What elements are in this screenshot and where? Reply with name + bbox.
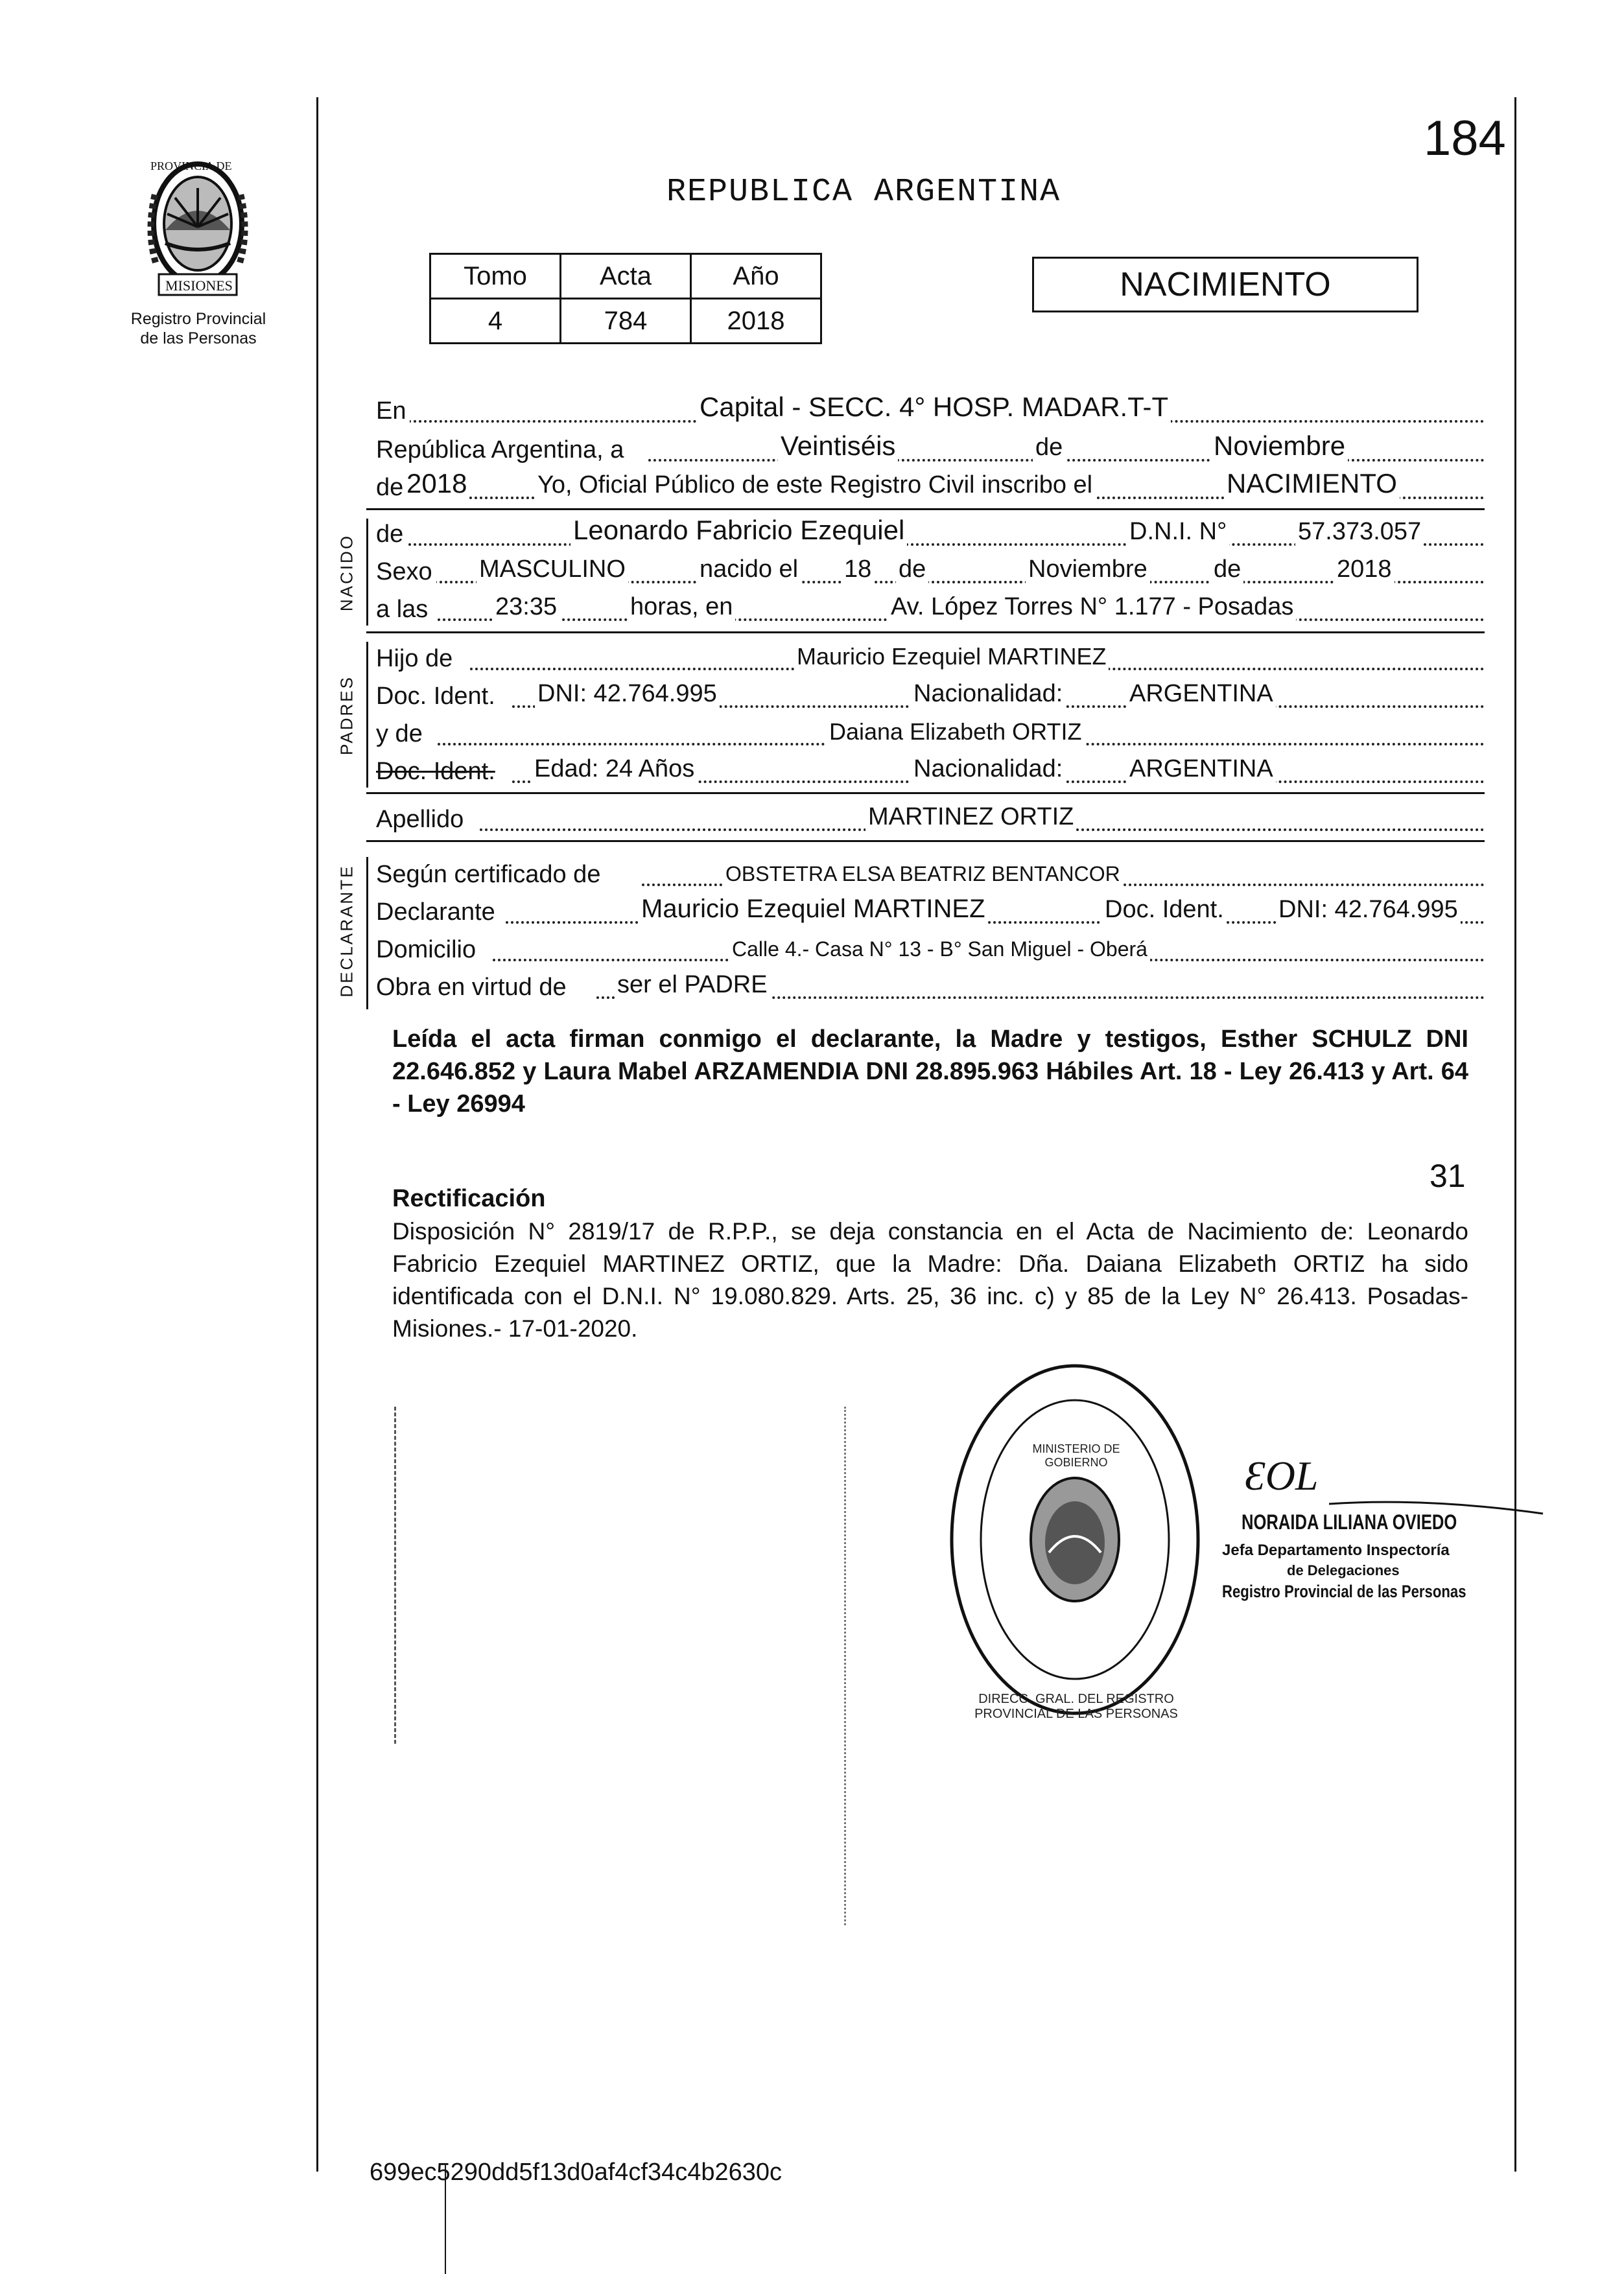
label-doc2: Doc. Ident.: [1102, 896, 1227, 924]
row-en: [376, 392, 1485, 428]
value-year: 2018: [404, 468, 469, 499]
official-stamp: [945, 1358, 1205, 1721]
table-header-acta: Acta: [561, 254, 691, 299]
row-inscribo: [376, 468, 1485, 504]
value-birth-year: 2018: [1334, 556, 1395, 583]
signature-line-2: Jefa Departamento Inspectoría: [1222, 1541, 1450, 1559]
row-republica: [376, 430, 1485, 467]
row-nacido-nombre: [376, 515, 1485, 551]
section-line-declarante-top: [366, 840, 1485, 842]
row-mother-doc: [376, 756, 1485, 788]
label-y-de: y de: [376, 720, 427, 748]
row-apellido: [376, 804, 1485, 836]
value-segun: OBSTETRA ELSA BEATRIZ BENTANCOR: [723, 862, 1123, 886]
padres-bracket: [366, 642, 368, 788]
value-mother-nat: ARGENTINA: [1127, 755, 1276, 783]
stamp-inner-text: MINISTERIO DE GOBIERNO: [1032, 1442, 1120, 1469]
label-nacido-el: nacido el: [697, 556, 801, 583]
label-apellido: Apellido: [376, 806, 467, 834]
label-de: de: [1033, 434, 1065, 462]
label-declarante: Declarante: [376, 898, 499, 926]
value-declarante-doc: DNI: 42.764.995: [1276, 896, 1461, 924]
table-header-ano: Año: [691, 254, 821, 299]
value-birth-month: Noviembre: [1026, 556, 1150, 583]
label-de4: de: [896, 556, 928, 583]
value-dni: 57.373.057: [1295, 518, 1424, 546]
signature-line-3: de Delegaciones: [1287, 1562, 1400, 1578]
signature-line-4: Registro Provincial de las Personas: [1222, 1582, 1466, 1601]
act-type-label: NACIMIENTO: [1120, 266, 1331, 303]
value-nacido-nombre: Leonardo Fabricio Ezequiel: [571, 515, 907, 546]
row-hora: [376, 594, 1485, 626]
value-mother: Daiana Elizabeth ORTIZ: [827, 718, 1085, 745]
value-month: Noviembre: [1211, 430, 1348, 462]
signature-mark: ƐOL: [1245, 1453, 1319, 1499]
table-header-tomo: Tomo: [430, 254, 561, 299]
section-label-nacido: NACIDO: [336, 533, 357, 612]
country-title: REPUBLICA ARGENTINA: [666, 174, 1061, 211]
label-yo: Yo, Oficial Público de este Registro Civil inscribo el: [535, 471, 1095, 499]
section-line-apellido-top: [366, 792, 1485, 794]
section-label-declarante: DECLARANTE: [336, 864, 357, 998]
label-hijo: Hijo de: [376, 645, 456, 673]
row-sexo: [376, 556, 1485, 589]
value-father-doc: DNI: 42.764.995: [535, 680, 720, 708]
label-doc: Doc. Ident.: [376, 683, 499, 710]
document-hash: 699ec5290dd5f13d0af4cf34c4b2630c: [370, 2159, 783, 2186]
signing-text: Leída el acta firman conmigo el declarante, la Madre y testigos, Esther SCHULZ DNI 22.646.852 y Laura Mabel ARZAMENDIA DNI 28.895.963 Hábiles Art. 18 - Ley 26.413 y Art. 64 - Ley 26994: [392, 1026, 1468, 1118]
label-de5: de: [1211, 556, 1243, 583]
label-nac2: Nacionalidad:: [911, 755, 1065, 783]
value-father: Mauricio Ezequiel MARTINEZ: [794, 643, 1109, 670]
dotted-leader: [648, 459, 1485, 462]
value-en: Capital - SECC. 4° HOSP. MADAR.T-T: [697, 392, 1171, 423]
page-number: 184: [1424, 111, 1506, 166]
signature-name: NORAIDA LILIANA OVIEDO: [1242, 1510, 1457, 1534]
rectificacion-body: Disposición N° 2819/17 de R.P.P., se deja constancia en el Acta de Nacimiento de: Leonardo Fabricio Ezequiel MARTINEZ ORTIZ, que la Madre: Dña. Daiana Elizabeth ORTIZ ha sido identificada con el D.N.I. N° 19.080.829. Arts. 25, 36 inc. c) y 85 de la Ley N° 26.413. Posadas- Misiones.- 17-01-2020.: [392, 1218, 1468, 1342]
value-place: Av. López Torres N° 1.177 - Posadas: [888, 593, 1296, 621]
row-hijo: [376, 643, 1485, 675]
value-birth-day: 18: [841, 556, 874, 583]
label-de3: de: [376, 521, 407, 548]
value-declarante: Mauricio Ezequiel MARTINEZ: [639, 895, 988, 924]
label-sexo: Sexo: [376, 558, 436, 586]
note-number: 31: [1430, 1158, 1466, 1194]
right-margin-line: [1514, 97, 1516, 2172]
row-segun: [376, 859, 1485, 891]
section-line-padres-top: [366, 631, 1485, 633]
value-inscribo: NACIMIENTO: [1224, 468, 1400, 499]
label-domicilio: Domicilio: [376, 936, 480, 964]
value-sexo: MASCULINO: [477, 556, 628, 583]
value-apellido: MARTINEZ ORTIZ: [865, 803, 1076, 831]
logo-caption-2: de las Personas: [140, 329, 257, 347]
label-nac: Nacionalidad:: [911, 680, 1065, 708]
label-de2: de: [376, 474, 407, 502]
margin-mark-center: [844, 1407, 846, 1925]
row-mother: [376, 718, 1485, 751]
value-time: 23:35: [493, 593, 559, 621]
logo-caption-1: Registro Provincial: [130, 310, 266, 328]
section-line-nacido-top: [366, 508, 1485, 510]
value-mother-age: Edad: 24 Años: [532, 755, 697, 783]
label-horas: horas, en: [628, 593, 735, 621]
left-margin-line: [316, 97, 318, 2172]
table-value-tomo: 4: [430, 299, 561, 344]
stamp-text: DIRECC. GRAL. DEL REGISTRO PROVINCIAL DE LAS PERSONAS: [974, 1692, 1178, 1721]
value-obra: ser el PADRE: [615, 971, 770, 999]
section-label-padres: PADRES: [336, 675, 357, 755]
rectificacion-title: Rectificación: [392, 1185, 546, 1212]
label-en: En: [376, 397, 410, 425]
value-domicilio: Calle 4.- Casa N° 13 - B° San Miguel - Oberá: [729, 937, 1150, 961]
value-father-nat: ARGENTINA: [1127, 680, 1276, 708]
table-value-ano: 2018: [691, 299, 821, 344]
label-mother-doc: Doc. Ident.: [376, 758, 499, 786]
label-republica: República Argentina, a: [376, 436, 628, 464]
logo-top-text: PROVINCIA DE: [150, 159, 232, 172]
label-a-las: a las: [376, 596, 432, 624]
table-value-acta: 784: [561, 299, 691, 344]
label-dni: D.N.I. N°: [1127, 518, 1229, 546]
declarante-bracket: [366, 857, 368, 1009]
row-father-doc: [376, 681, 1485, 713]
logo-bottom-text: MISIONES: [165, 277, 233, 294]
registry-table: [429, 253, 822, 344]
row-obra: [376, 972, 1485, 1004]
margin-mark-left: [394, 1407, 396, 1744]
nacido-bracket: [366, 519, 368, 626]
label-segun: Según certificado de: [376, 861, 604, 889]
act-type-box: [1032, 257, 1418, 312]
row-domicilio: [376, 934, 1485, 967]
row-declarante: [376, 897, 1485, 929]
value-day: Veintiséis: [778, 430, 898, 462]
label-obra: Obra en virtud de: [376, 974, 571, 1002]
